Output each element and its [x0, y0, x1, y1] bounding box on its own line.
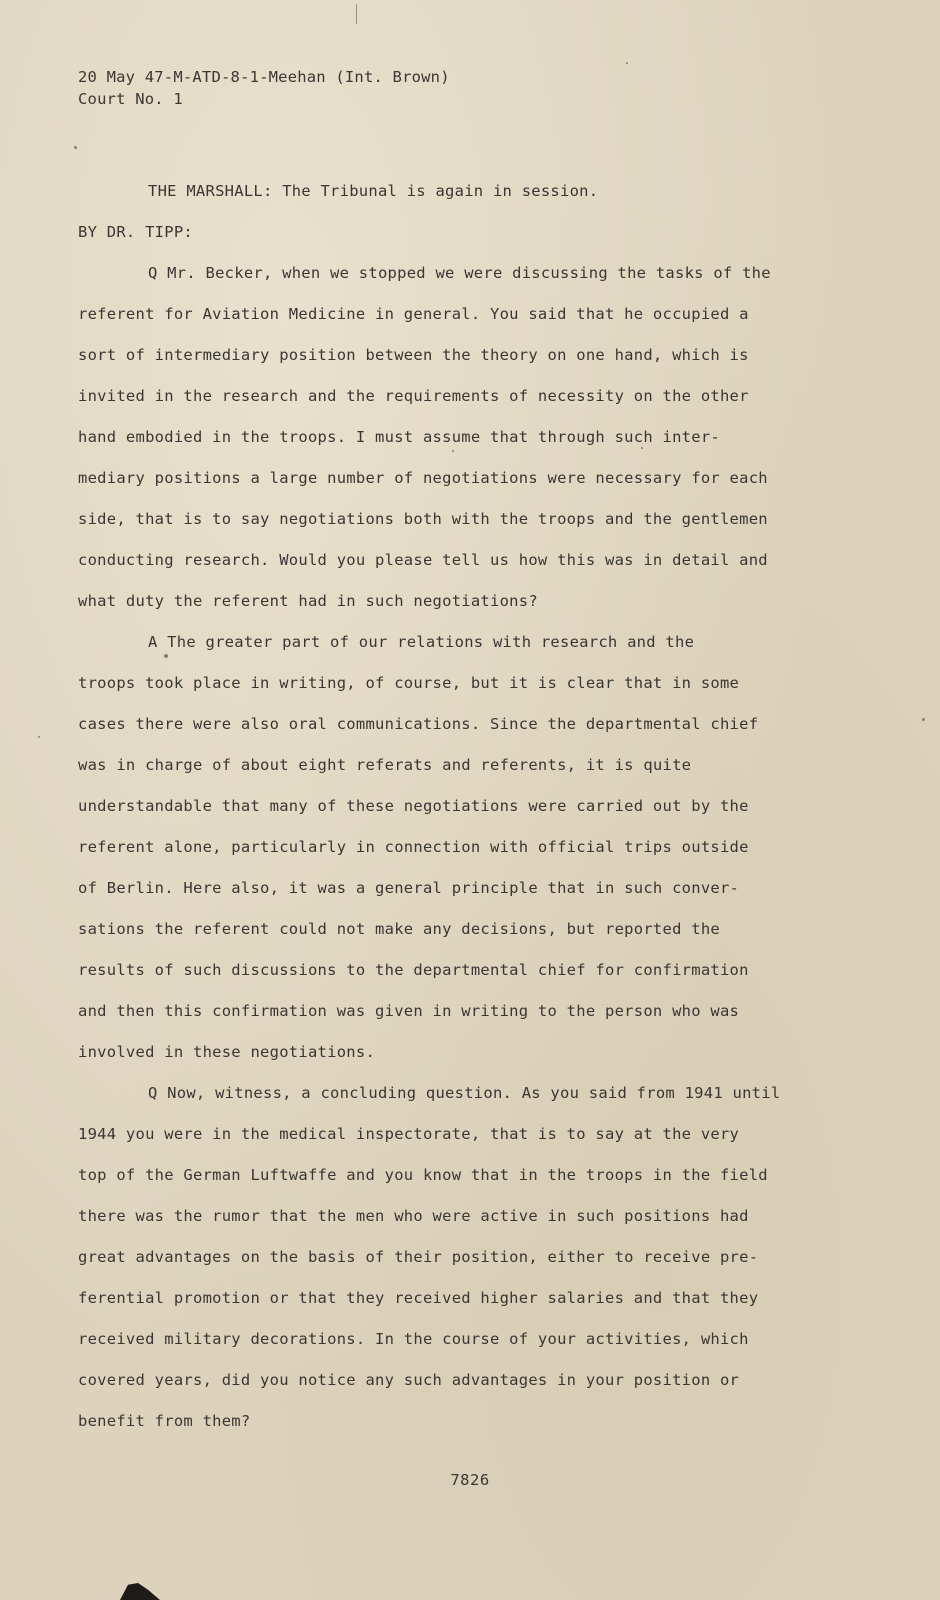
transcript-line: and then this confirmation was given in writing to the person who was [78, 1002, 740, 1020]
paper-speck [922, 718, 925, 721]
transcript-line: invited in the research and the requirements of necessity on the other [78, 387, 749, 405]
page-number: 7826 [450, 1471, 490, 1489]
edge-mark [120, 1583, 160, 1600]
transcript-line: great advantages on the basis of their position, either to receive pre- [78, 1248, 759, 1266]
transcript-line: hand embodied in the troops. I must assume that through such inter- [78, 428, 720, 446]
transcript-line: benefit from them? [78, 1412, 251, 1430]
transcript-line: troops took place in writing, of course, but it is clear that in some [78, 674, 740, 692]
transcript-line: top of the German Luftwaffe and you know that in the troops in the field [78, 1166, 768, 1184]
transcript-line: ferential promotion or that they received higher salaries and that they [78, 1289, 759, 1307]
transcript-line: of Berlin. Here also, it was a general principle that in such conver- [78, 879, 740, 897]
document-header [78, 66, 450, 110]
paper-speck [164, 654, 168, 658]
transcript-line: BY DR. TIPP: [78, 223, 193, 241]
transcript-line: A The greater part of our relations with research and the [148, 633, 695, 651]
transcript-line: THE MARSHALL: The Tribunal is again in session. [148, 182, 599, 200]
transcript-line: conducting research. Would you please tell us how this was in detail and [78, 551, 768, 569]
transcript-line: mediary positions a large number of negotiations were necessary for each [78, 469, 768, 487]
header-reference-line: 20 May 47-M-ATD-8-1-Meehan (Int. Brown) [78, 68, 450, 86]
paper-mark [356, 4, 357, 24]
transcript-line: sort of intermediary position between the theory on one hand, which is [78, 346, 749, 364]
paper-speck [74, 146, 77, 149]
transcript-line: was in charge of about eight referats and referents, it is quite [78, 756, 692, 774]
transcript-line: received military decorations. In the course of your activities, which [78, 1330, 749, 1348]
transcript-line: side, that is to say negotiations both with the troops and the gentlemen [78, 510, 768, 528]
transcript-line: Q Now, witness, a concluding question. As you said from 1941 until [148, 1084, 781, 1102]
transcript-line: Q Mr. Becker, when we stopped we were discussing the tasks of the [148, 264, 771, 282]
transcript-line: referent for Aviation Medicine in general. You said that he occupied a [78, 305, 749, 323]
paper-speck [626, 62, 628, 64]
transcript-line: what duty the referent had in such negotiations? [78, 592, 538, 610]
transcript-line: referent alone, particularly in connection with official trips outside [78, 838, 749, 856]
paper-speck [38, 736, 40, 738]
transcript-line: sations the referent could not make any decisions, but reported the [78, 920, 720, 938]
transcript-line: involved in these negotiations. [78, 1043, 376, 1061]
transcript-line: there was the rumor that the men who were active in such positions had [78, 1207, 749, 1225]
header-court-line: Court No. 1 [78, 90, 183, 108]
paper-speck [452, 450, 454, 452]
transcript-line: results of such discussions to the departmental chief for confirmation [78, 961, 749, 979]
transcript-body [78, 171, 858, 1442]
transcript-line: covered years, did you notice any such advantages in your position or [78, 1371, 740, 1389]
transcript-line: 1944 you were in the medical inspectorate, that is to say at the very [78, 1125, 740, 1143]
transcript-line: understandable that many of these negotiations were carried out by the [78, 797, 749, 815]
transcript-line: cases there were also oral communications. Since the departmental chief [78, 715, 759, 733]
paper-speck [641, 447, 643, 449]
